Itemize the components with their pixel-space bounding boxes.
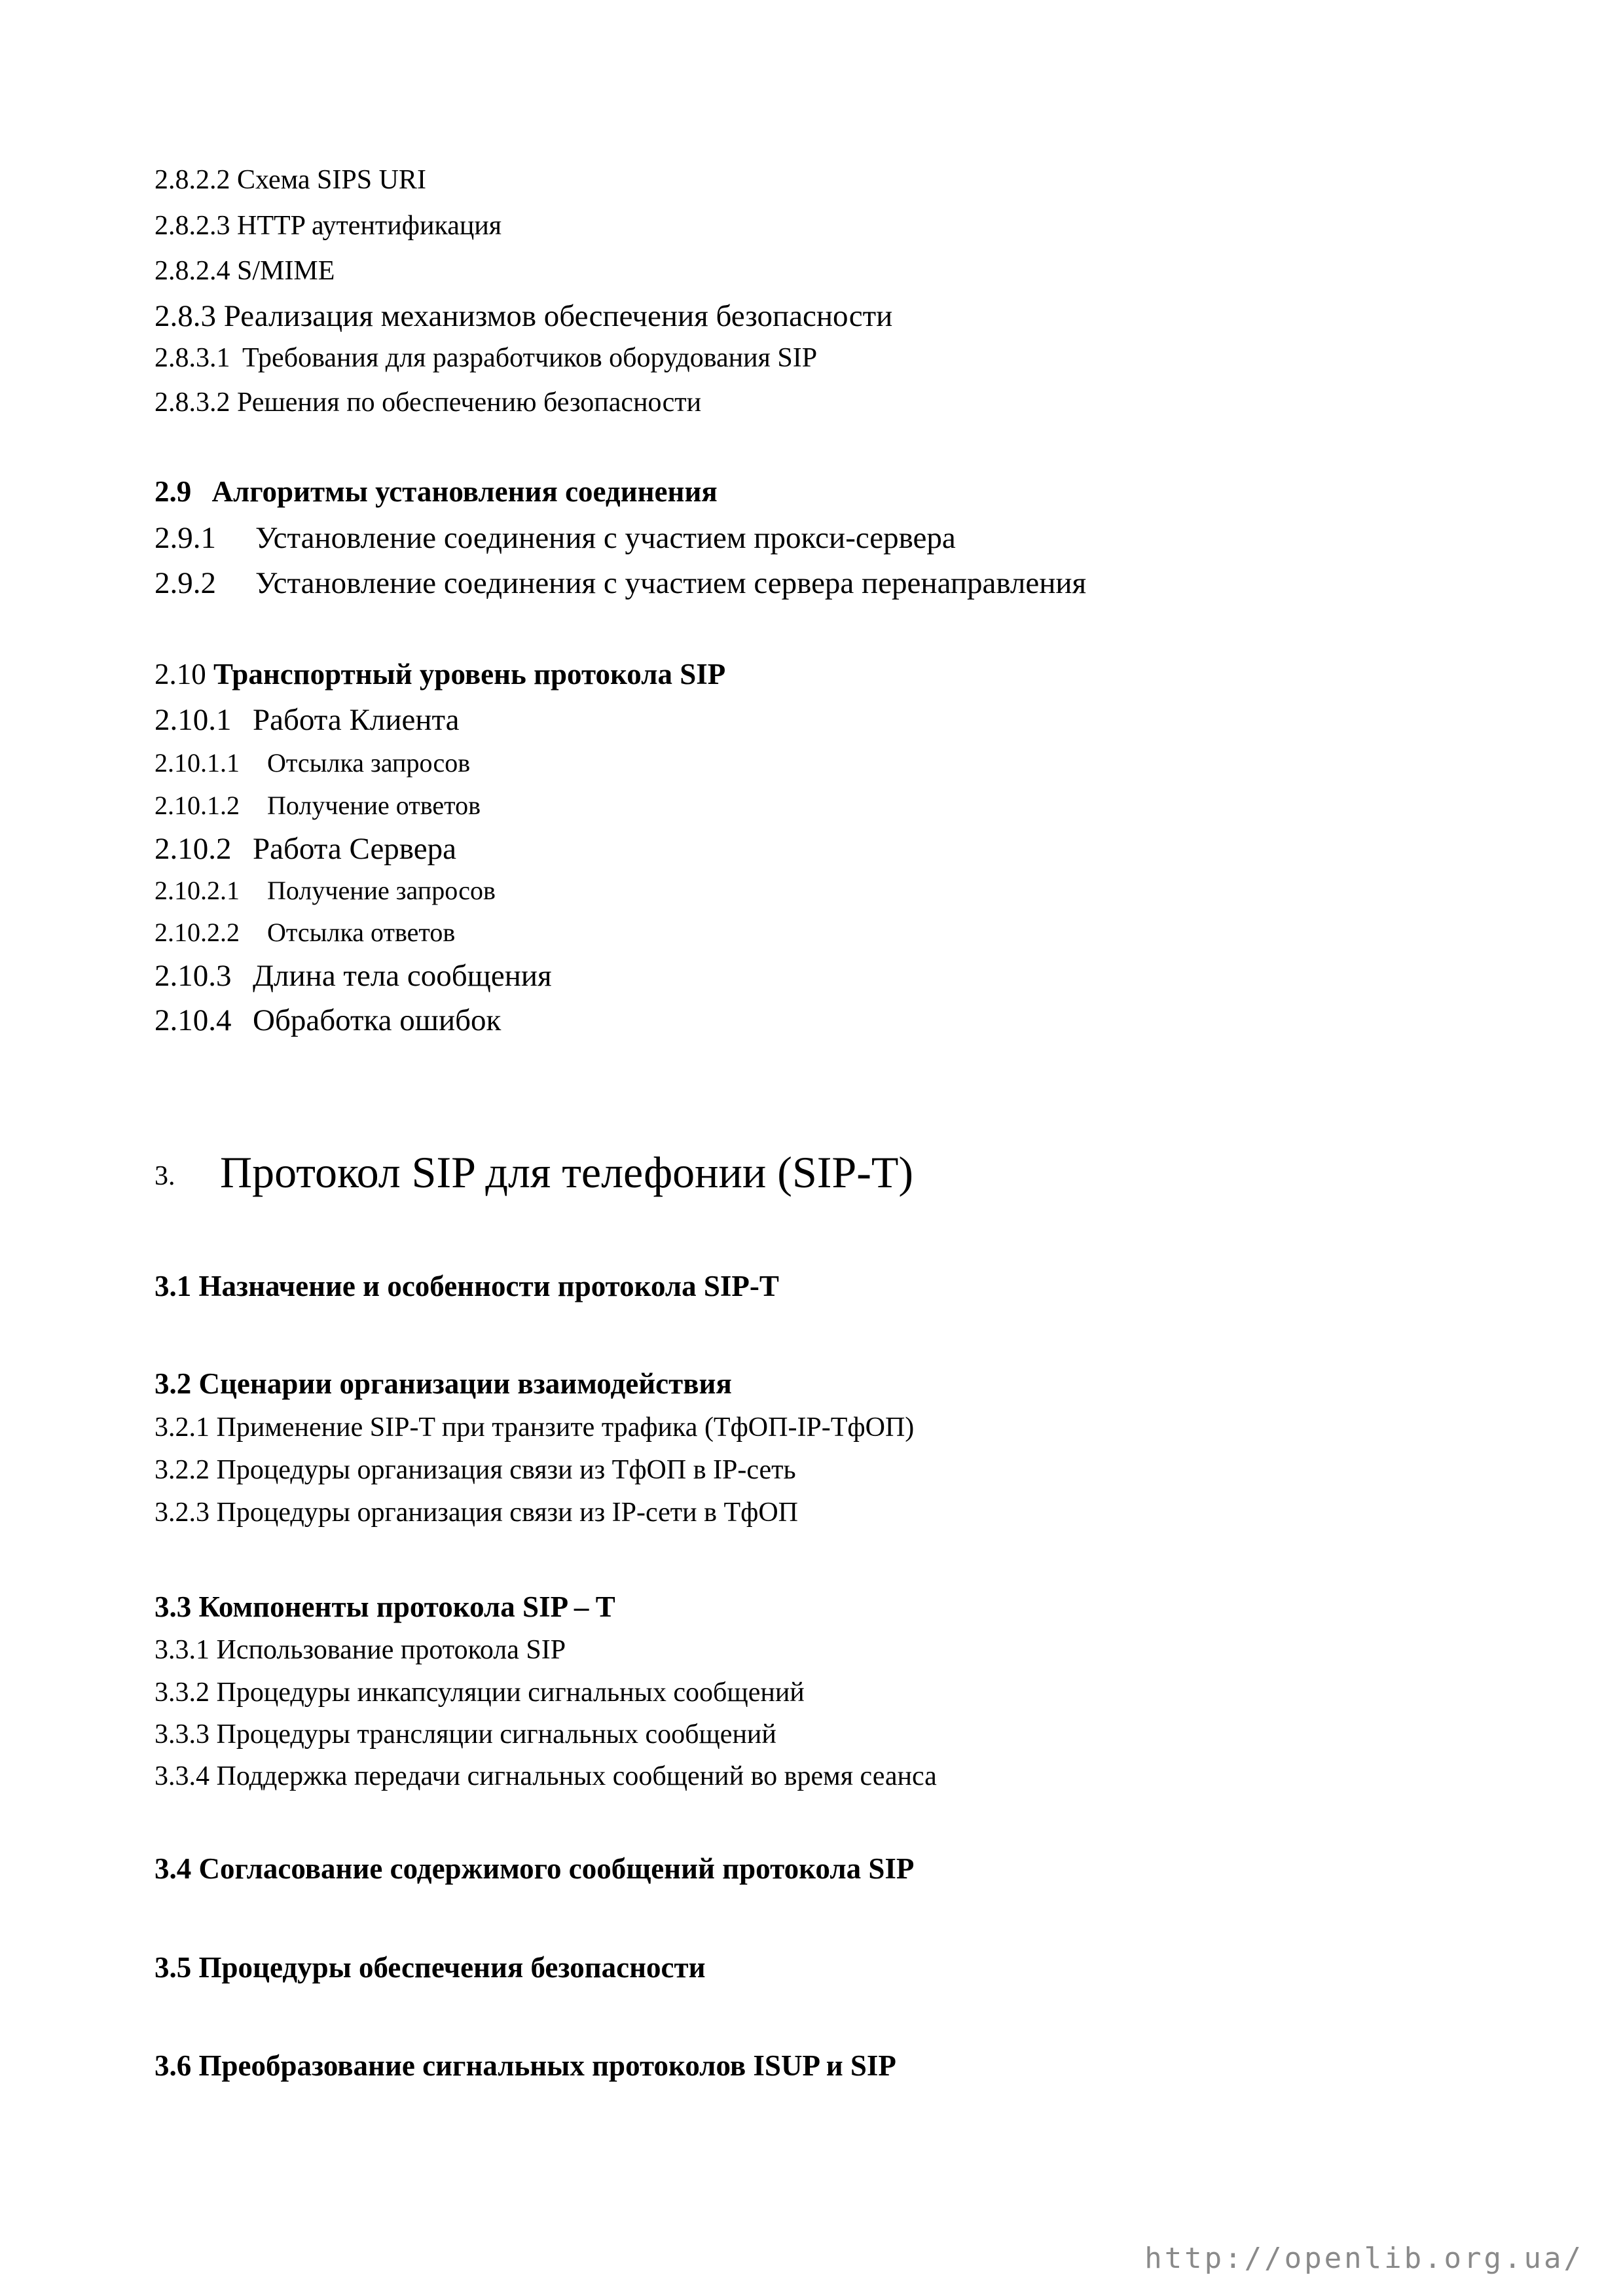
toc-entry (155, 878, 496, 904)
toc-entry (155, 705, 459, 736)
toc-entry-number: 2.10.2.2 (155, 918, 240, 947)
toc-entry (155, 750, 470, 776)
toc-entry-number: 2.10.4 (155, 1003, 232, 1037)
toc-entry-number: 2.8.3.2 (155, 387, 230, 418)
toc-entry-number: 2.8.2.4 (155, 256, 230, 286)
section-heading: 3.3 Компоненты протокола SIP – T (155, 1590, 615, 1623)
section-number: 2.10 (155, 658, 206, 691)
toc-entry (155, 1005, 501, 1036)
toc-entry: 3.2.1 Применение SIP-T при транзите трафика (ТфОП-IP-ТфОП) (155, 1412, 915, 1443)
toc-entry-number: 2.10.1 (155, 703, 232, 737)
section-heading: 3.4 Согласование содержимого сообщений протокола SIP (155, 1852, 915, 1885)
toc-entry-title: Решения по обеспечению безопасности (237, 387, 702, 418)
section-heading: 3.6 Преобразование сигнальных протоколов ISUP и SIP (155, 2049, 896, 2082)
toc-entry-number: 2.10.2 (155, 832, 232, 866)
toc-entry (155, 834, 456, 865)
toc-entry-title: Требования для разработчиков оборудования SIP (242, 343, 818, 373)
chapter-number: 3. (155, 1161, 175, 1191)
toc-entry (155, 344, 817, 372)
section-heading (155, 660, 725, 689)
toc-entry-title: S/MIME (237, 256, 335, 286)
toc-entry-title: Обработка ошибок (253, 1003, 501, 1037)
toc-entry (155, 920, 455, 946)
toc-entry-title: Реализация механизмов обеспечения безопасности (223, 299, 893, 333)
chapter-title: Протокол SIP для телефонии (SIP-T) (220, 1147, 914, 1197)
toc-entry-number: 2.9.2 (155, 566, 216, 600)
toc-entry-number: 2.8.3 (155, 299, 216, 333)
toc-entry (155, 212, 501, 240)
toc-entry: 3.3.4 Поддержка передачи сигнальных сообщений во время сеанса (155, 1761, 937, 1791)
section-number: 2.9 (155, 475, 192, 508)
toc-entry-title: Работа Сервера (253, 832, 456, 866)
toc-entry-number: 2.8.2.2 (155, 165, 230, 195)
toc-entry-title: Схема SIPS URI (237, 165, 426, 195)
toc-entry (155, 568, 1086, 599)
toc-entry-title: Установление соединения с участием сервера перенаправления (255, 566, 1087, 600)
toc-entry-number: 2.10.1.2 (155, 791, 240, 820)
section-heading: 3.1 Назначение и особенности протокола SIP-T (155, 1270, 779, 1302)
footer-url: http://openlib.org.ua/ (1144, 2242, 1584, 2275)
section-title: Транспортный уровень протокола SIP (213, 658, 726, 691)
toc-entry: 3.3.1 Использование протокола SIP (155, 1635, 566, 1665)
toc-entry: 3.2.3 Процедуры организация связи из IP-сети в ТфОП (155, 1498, 799, 1528)
toc-entry-title: Установление соединения с участием прокси-сервера (255, 521, 956, 555)
section-heading: 3.2 Сценарии организации взаимодействия (155, 1367, 732, 1400)
toc-entry-title: Длина тела сообщения (253, 959, 552, 993)
toc-entry (155, 793, 481, 819)
toc-entry (155, 389, 701, 416)
toc-entry-number: 2.10.2.1 (155, 876, 240, 905)
section-heading: 3.5 Процедуры обеспечения безопасности (155, 1951, 706, 1984)
section-title: Алгоритмы установления соединения (211, 475, 718, 508)
toc-entry-number: 2.10.3 (155, 959, 232, 993)
toc-entry (155, 961, 552, 992)
toc-entry: 3.2.2 Процедуры организация связи из ТфОП в IP-сеть (155, 1455, 796, 1485)
toc-entry-title: Получение запросов (267, 876, 496, 905)
toc-entry (155, 166, 426, 194)
toc-entry (155, 301, 892, 332)
section-heading (155, 477, 718, 507)
toc-entry-title: Отсылка запросов (267, 748, 471, 778)
toc-entry: 3.3.3 Процедуры трансляции сигнальных сообщений (155, 1719, 776, 1749)
toc-entry-number: 2.8.2.3 (155, 211, 230, 241)
toc-entry (155, 523, 956, 554)
toc-entry-number: 2.10.1.1 (155, 748, 240, 778)
toc-entry-number: 2.8.3.1 (155, 343, 230, 373)
toc-entry: 3.3.2 Процедуры инкапсуляции сигнальных сообщений (155, 1677, 805, 1708)
toc-entry-number: 2.9.1 (155, 521, 216, 555)
toc-entry-title: Отсылка ответов (267, 918, 456, 947)
toc-entry (155, 257, 335, 285)
toc-entry-title: Получение ответов (267, 791, 481, 820)
toc-entry-title: HTTP аутентификация (237, 211, 502, 241)
toc-entry-title: Работа Клиента (253, 703, 460, 737)
